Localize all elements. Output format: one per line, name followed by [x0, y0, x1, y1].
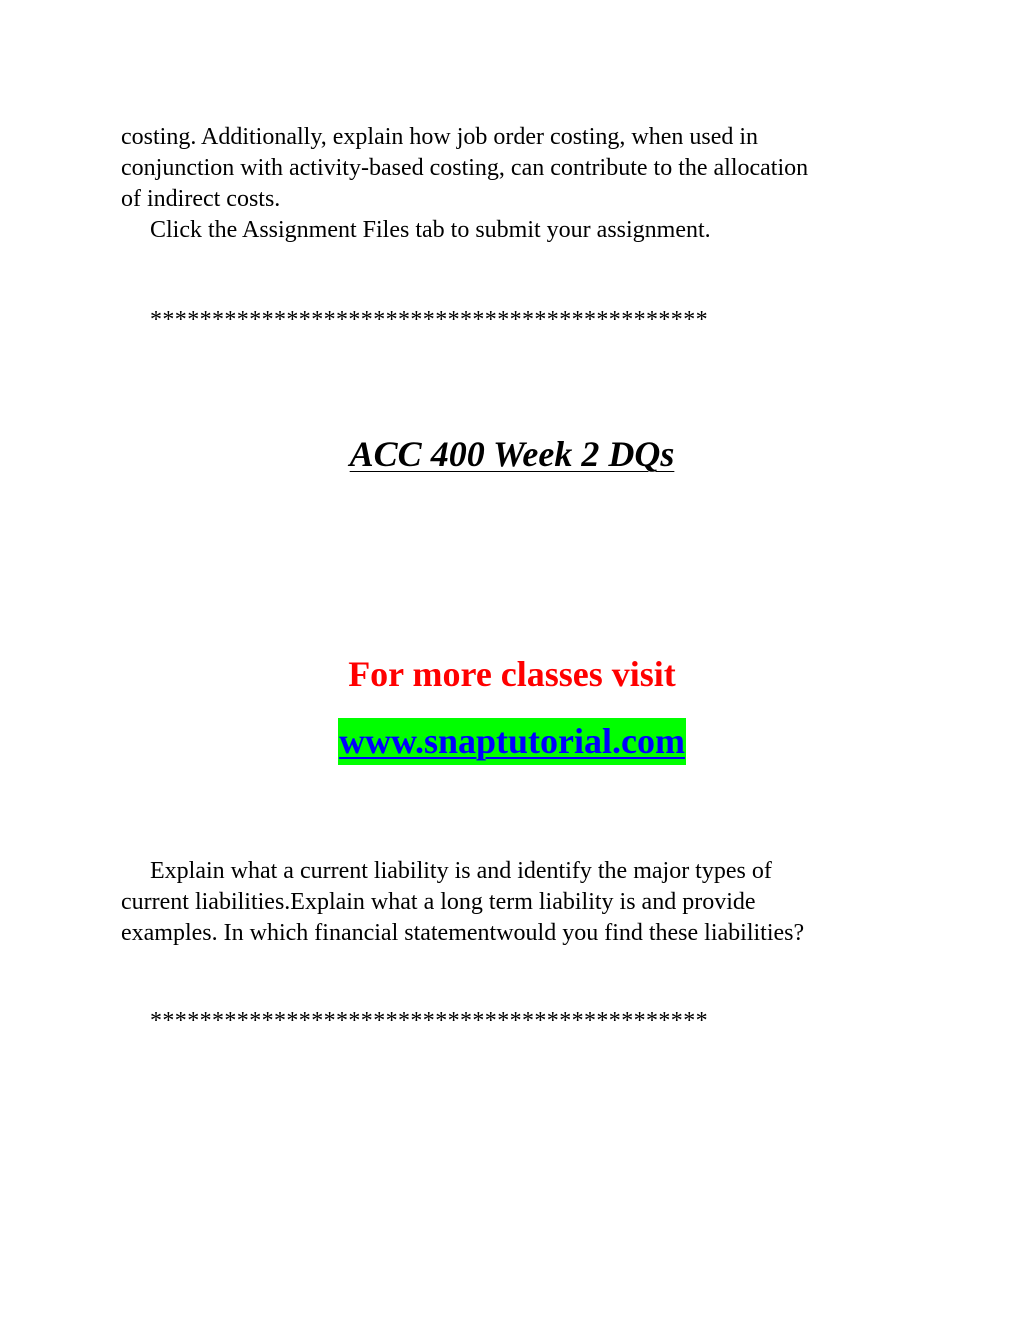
- paragraph-line: Explain what a current liability is and identify the major types of: [150, 858, 772, 884]
- submit-instruction: Click the Assignment Files tab to submit your assignment.: [150, 217, 711, 243]
- paragraph-line: current liabilities.Explain what a long term liability is and provide: [121, 889, 756, 915]
- snaptutorial-link[interactable]: www.snaptutorial.com: [338, 718, 686, 765]
- separator-stars: *********************************************: [150, 307, 708, 333]
- paragraph-line: of indirect costs.: [121, 186, 281, 212]
- separator-stars: *********************************************: [150, 1008, 708, 1034]
- promo-visit-text: For more classes visit: [348, 654, 676, 694]
- paragraph-line: conjunction with activity-based costing, can contribute to the allocation: [121, 155, 809, 181]
- section-title: ACC 400 Week 2 DQs: [349, 434, 675, 474]
- paragraph-line: costing. Additionally, explain how job order costing, when used in: [121, 124, 759, 150]
- promo-link-container: [0, 718, 1024, 765]
- paragraph-line: examples. In which financial statementwould you find these liabilities?: [121, 920, 805, 946]
- question-paragraph: [121, 856, 911, 949]
- assignment-paragraph: [121, 122, 911, 246]
